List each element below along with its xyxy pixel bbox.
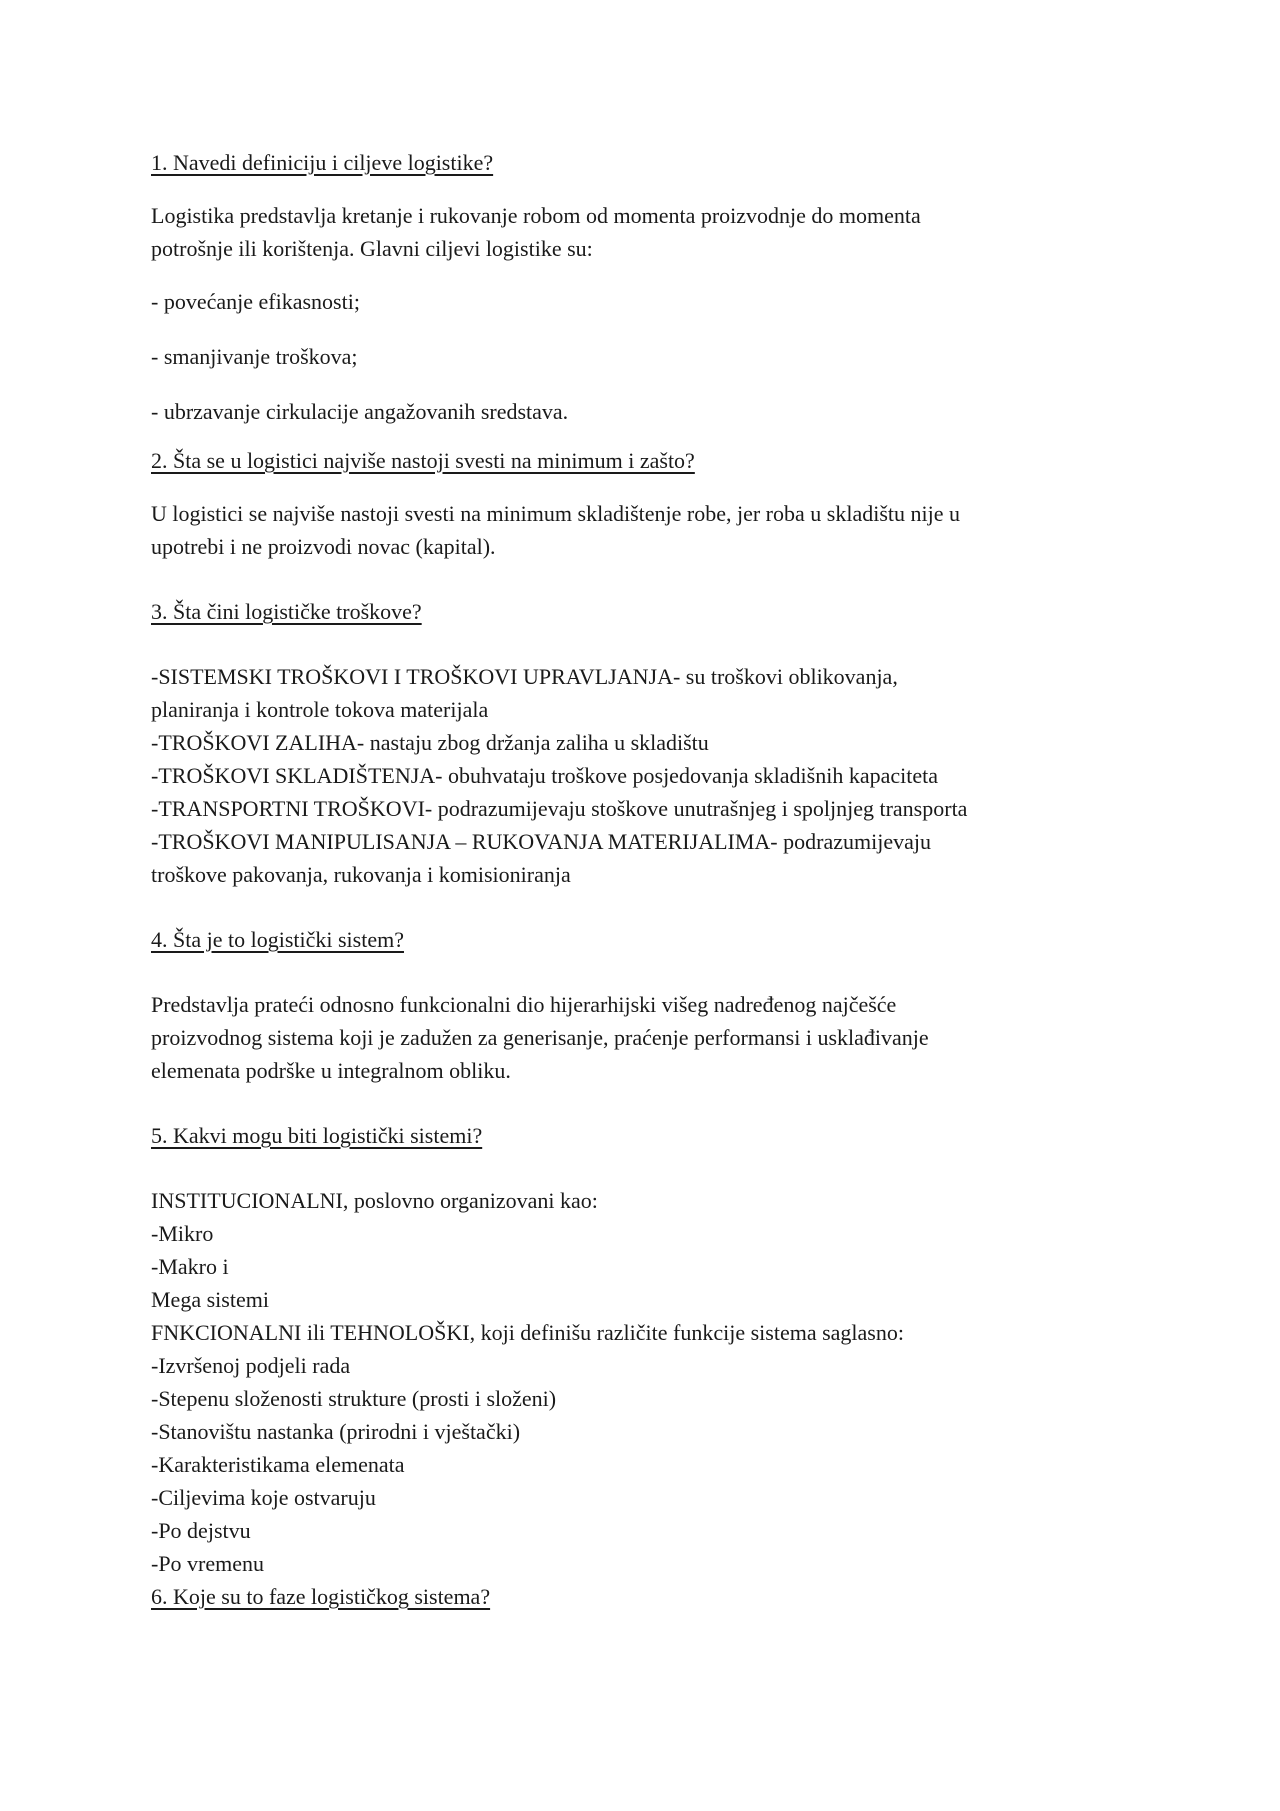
system-type-line: -Stepenu složenosti strukture (prosti i složeni) <box>151 1386 557 1411</box>
question-2 <box>151 444 1131 563</box>
system-type-line: -Izvršenoj podjeli rada <box>151 1353 351 1378</box>
question-1-text-line-2: potrošnje ili korištenja. Glavni ciljevi logistike su: <box>151 236 593 261</box>
cost-line: troškove pakovanja, rukovanja i komisioniranja <box>151 862 571 887</box>
cost-line: -TRANSPORTNI TROŠKOVI- podrazumijevaju stoškove unutrašnjeg i spoljnjeg transporta <box>151 796 968 821</box>
question-4-answer-line: proizvodnog sistema koji je zadužen za generisanje, praćenje performansi i usklađivanje <box>151 1025 929 1050</box>
question-3 <box>151 595 1131 891</box>
cost-line: -TROŠKOVI ZALIHA- nastaju zbog držanja zaliha u skladištu <box>151 730 709 755</box>
question-4-heading: 4. Šta je to logistički sistem? <box>151 927 404 952</box>
question-6-heading: 6. Koje su to faze logističkog sistema? <box>151 1584 491 1609</box>
question-5-heading: 5. Kakvi mogu biti logistički sistemi? <box>151 1123 483 1148</box>
system-type-line: -Stanovištu nastanka (prirodni i vještački) <box>151 1419 521 1444</box>
document-page <box>151 146 1131 1613</box>
question-4-answer-line: elemenata podrške u integralnom obliku. <box>151 1058 511 1083</box>
system-type-line: -Makro i <box>151 1254 229 1279</box>
question-4-answer-line: Predstavlja prateći odnosno funkcionalni dio hijerarhijski višeg nadređenog najčešće <box>151 992 897 1017</box>
question-2-answer-line-1: U logistici se najviše nastoji svesti na minimum skladištenje robe, jer roba u skladištu nije u <box>151 501 960 526</box>
goal-item: - povećanje efikasnosti; <box>151 289 360 314</box>
system-type-line: -Karakteristikama elemenata <box>151 1452 405 1477</box>
goal-item: - smanjivanje troškova; <box>151 344 358 369</box>
question-3-heading: 3. Šta čini logističke troškove? <box>151 599 422 624</box>
question-2-heading: 2. Šta se u logistici najviše nastoji svesti na minimum i zašto? <box>151 448 695 473</box>
system-type-line: INSTITUCIONALNI, poslovno organizovani kao: <box>151 1188 598 1213</box>
system-type-line: -Ciljevima koje ostvaruju <box>151 1485 376 1510</box>
question-2-answer-line-2: upotrebi i ne proizvodi novac (kapital). <box>151 534 496 559</box>
question-1 <box>151 146 1131 428</box>
question-1-text-line-1: Logistika predstavlja kretanje i rukovanje robom od momenta proizvodnje do momenta <box>151 203 921 228</box>
system-type-line: -Mikro <box>151 1221 214 1246</box>
system-type-line: -Po dejstvu <box>151 1518 251 1543</box>
question-6 <box>151 1580 1131 1613</box>
question-4 <box>151 923 1131 1087</box>
question-1-heading: 1. Navedi definiciju i ciljeve logistike? <box>151 150 494 175</box>
cost-line: -SISTEMSKI TROŠKOVI I TROŠKOVI UPRAVLJANJA- su troškovi oblikovanja, <box>151 664 898 689</box>
system-type-line: -Po vremenu <box>151 1551 265 1576</box>
system-type-line: FNKCIONALNI ili TEHNOLOŠKI, koji definišu različite funkcije sistema saglasno: <box>151 1320 904 1345</box>
system-type-line: Mega sistemi <box>151 1287 269 1312</box>
goal-item: - ubrzavanje cirkulacije angažovanih sredstava. <box>151 399 569 424</box>
cost-line: -TROŠKOVI SKLADIŠTENJA- obuhvataju troškove posjedovanja skladišnih kapaciteta <box>151 763 938 788</box>
question-5 <box>151 1119 1131 1580</box>
cost-line: planiranja i kontrole tokova materijala <box>151 697 489 722</box>
cost-line: -TROŠKOVI MANIPULISANJA – RUKOVANJA MATERIJALIMA- podrazumijevaju <box>151 829 931 854</box>
